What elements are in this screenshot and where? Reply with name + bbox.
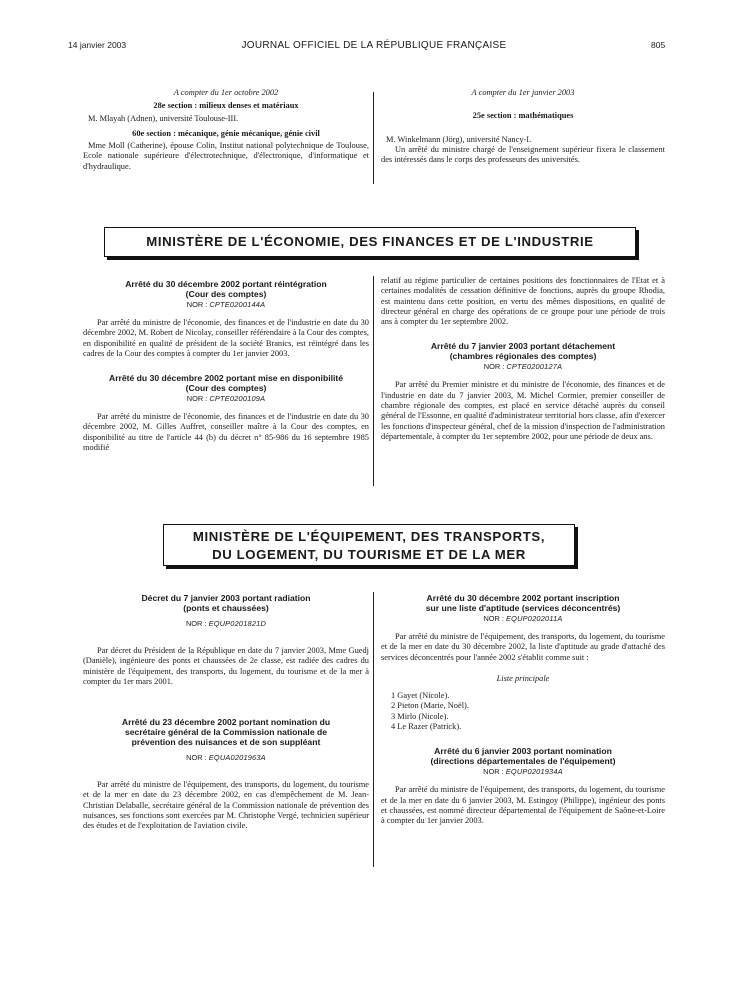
- nor-reference: [83, 393, 369, 404]
- section-heading: 60e section : mécanique, génie mécanique, génie civil: [132, 128, 320, 138]
- economy-left-column: [83, 279, 369, 453]
- decree-title: Arrêté du 30 décembre 2002 portant mise en disponibilité: [108, 373, 343, 384]
- decree-title: secrétaire général de la Commission nationale de: [124, 727, 328, 738]
- decree-title: Décret du 7 janvier 2003 portant radiation: [141, 593, 311, 603]
- decree-title: Arrêté du 30 décembre 2002 portant réintégration: [125, 279, 327, 289]
- nor-code: CPTE0200109A: [209, 394, 266, 404]
- nor-code: EQUP0202011A: [506, 614, 563, 623]
- column-divider: [373, 276, 374, 486]
- nor-code: EQUA0201963A: [208, 753, 266, 763]
- nor-reference: [83, 299, 369, 310]
- nor-reference: [83, 752, 369, 763]
- decree-title: prévention des nuisances et de son suppléant: [131, 737, 321, 748]
- page-number: 805: [651, 40, 666, 50]
- nor-label: NOR :: [186, 394, 208, 404]
- decree-title: (Cour des comptes): [185, 289, 267, 299]
- decree-title: Arrêté du 23 décembre 2002 portant nomination du: [121, 717, 331, 728]
- list-title: Liste principale: [496, 673, 550, 683]
- nor-code: EQUP0201934A: [505, 767, 563, 777]
- date-line: A compter du 1er octobre 2002: [173, 88, 279, 97]
- date-line: A compter du 1er janvier 2003: [471, 88, 575, 97]
- section-heading: 25e section : mathématiques: [472, 111, 574, 121]
- paragraph: Par arrêté du ministre de l'économie, des finances et de l'industrie en date du 30 décembre 2002, M. Robert de Nicolay, conseiller référendaire à la Cour des comptes, en disponibilité en qualité de président de la société Branics, est réintégré dans les cadres de la Cour des comptes à compter du 1er janvier 2003.: [83, 318, 369, 358]
- column-divider: [373, 92, 374, 184]
- nor-label: NOR :: [483, 614, 504, 623]
- nor-code: EQUP0201821D: [208, 619, 267, 628]
- list-item: 3 Mirlo (Nicole).: [391, 711, 449, 721]
- list-item: 4 Le Razer (Patrick).: [391, 722, 462, 732]
- nor-label: NOR :: [186, 753, 207, 763]
- nor-reference: [83, 618, 369, 629]
- paragraph: Par décret du Président de la République en date du 7 janvier 2003, Mme Guedj (Danièle), ingénieure des ponts et chaussées de 2e classe, est radiée des cadres du ministère de l'équipement, des transports, du logement, du tourisme et de la mer à compter du 1er mars 2001.: [83, 646, 369, 686]
- paragraph: Par arrêté du ministre de l'économie, des finances et de l'industrie en date du 30 décembre 2002, M. Gilles Auffret, conseiller maître à la Cour des comptes, en disponibilité au titre de l'article 44 (b) du décret n° 85-986 du 16 septembre 1985 modifié: [83, 412, 369, 453]
- paragraph: Par arrêté du ministre de l'équipement, des transports, du logement, du tourisme et de la mer en date du 30 décembre 2002, la liste d'aptitude au grade d'attaché des services déconcentrés pour l'année 2002 s'établit comme suit :: [381, 632, 665, 662]
- aptitude-list: [381, 691, 665, 732]
- paragraph: relatif au régime particulier de certaines positions des fonctionnaires de l'Etat et à certaines modalités de cessation définitive de fonctions, auprès du groupe Rhodia, est maintenu dans cette position, en vertu des mêmes dispositions, en qualité de directeur général en charge des opérations de ce groupe pour une période de trois ans à compter du 1er septembre 2002.: [381, 276, 665, 327]
- header-date: 14 janvier 2003: [68, 40, 127, 50]
- top-right-column: [381, 88, 665, 165]
- paragraph: Par arrêté du ministre de l'équipement, des transports, du logement, du tourisme et de la mer en date du 6 janvier 2003, M. Estingoy (Philippe), ingénieur des ponts et chaussées, est nommé directeur départemental de l'équipement de Saône-et-Loire à compter du 1er janvier 2003.: [381, 785, 665, 826]
- decree-title: Arrêté du 30 décembre 2002 portant inscription: [426, 593, 620, 603]
- nor-label: NOR :: [483, 767, 504, 777]
- nor-label: NOR :: [186, 300, 208, 309]
- ministry-title: MINISTÈRE DE L'ÉCONOMIE, DES FINANCES ET DE L'INDUSTRIE: [146, 234, 594, 249]
- equipment-left-column: [83, 593, 369, 832]
- paragraph: Un arrêté du ministre chargé de l'enseignement supérieur fixera le classement des intéressés dans le corps des professeurs des universités.: [381, 144, 665, 165]
- ministry-banner: [104, 227, 636, 257]
- paragraph: Par arrêté du Premier ministre et du ministre de l'économie, des finances et de l'industrie en date du 7 janvier 2003, M. Michel Cormier, premier conseiller de chambre régionale des comptes, est placé en service détaché auprès du conseil général de l'Essonne, en qualité d'administrateur territorial hors classe, afin d'exercer les fonctions d'inspecteur général, chef de la mission d'inspection de l'administration départementale, à compter du 1er septembre 2002, pour une période de deux ans.: [381, 380, 665, 441]
- column-divider: [373, 592, 374, 867]
- nor-code: CPTE0200127A: [506, 362, 563, 372]
- list-item: 1 Gayet (Nicole).: [391, 691, 450, 701]
- ministry-title: DU LOGEMENT, DU TOURISME ET DE LA MER: [212, 547, 526, 562]
- ministry-banner: [163, 524, 575, 566]
- top-left-column: [83, 88, 369, 172]
- nor-label: NOR :: [185, 619, 207, 628]
- list-item: 2 Pieton (Marie, Noël).: [391, 701, 469, 711]
- nor-code: CPTE0200144A: [209, 300, 266, 309]
- paragraph: Par arrêté du ministre de l'équipement, des transports, du logement, du tourisme et de la mer en date du 23 décembre 2002, en cas d'empêchement de M. Jean-Christian Delaballe, secrétaire général de la Commission nationale de prévention des nuisances, ses fonctions sont exercées par M. Christophe Vergé, technicien supérieur des études et de l'exploitation de l'aviation civile.: [83, 780, 369, 831]
- nor-reference: [381, 613, 665, 624]
- section-heading: 28e section : milieux denses et matériaux: [153, 101, 299, 111]
- appointee: M. Winkelmann (Jörg), université Nancy-I.: [386, 134, 532, 144]
- appointee: Mme Moll (Catherine), épouse Colin, Institut national polytechnique de Toulouse, Ecole nationale supérieure d'électrotechnique, d'électronique, d'informatique et d'hydraulique.: [83, 141, 369, 171]
- decree-title: (chambres régionales des comptes): [449, 351, 597, 362]
- decree-title: (directions départementales de l'équipement): [430, 756, 616, 767]
- decree-title: (Cour des comptes): [185, 383, 267, 394]
- journal-title: JOURNAL OFFICIEL DE LA RÉPUBLIQUE FRANÇAISE: [241, 40, 507, 51]
- decree-title: (ponts et chaussées): [183, 603, 269, 613]
- decree-title: Arrêté du 6 janvier 2003 portant nomination: [434, 746, 612, 757]
- ministry-title: MINISTÈRE DE L'ÉQUIPEMENT, DES TRANSPORTS,: [192, 529, 546, 544]
- decree-title: Arrêté du 7 janvier 2003 portant détachement: [430, 341, 616, 352]
- nor-reference: [381, 766, 665, 777]
- appointee: M. Mlayah (Adnen), université Toulouse-III.: [88, 113, 239, 123]
- equipment-right-column: [381, 593, 665, 827]
- decree-title: sur une liste d'aptitude (services déconcentrés): [425, 603, 621, 613]
- nor-label: NOR :: [483, 362, 505, 372]
- economy-right-column: [381, 276, 665, 442]
- nor-reference: [381, 361, 665, 372]
